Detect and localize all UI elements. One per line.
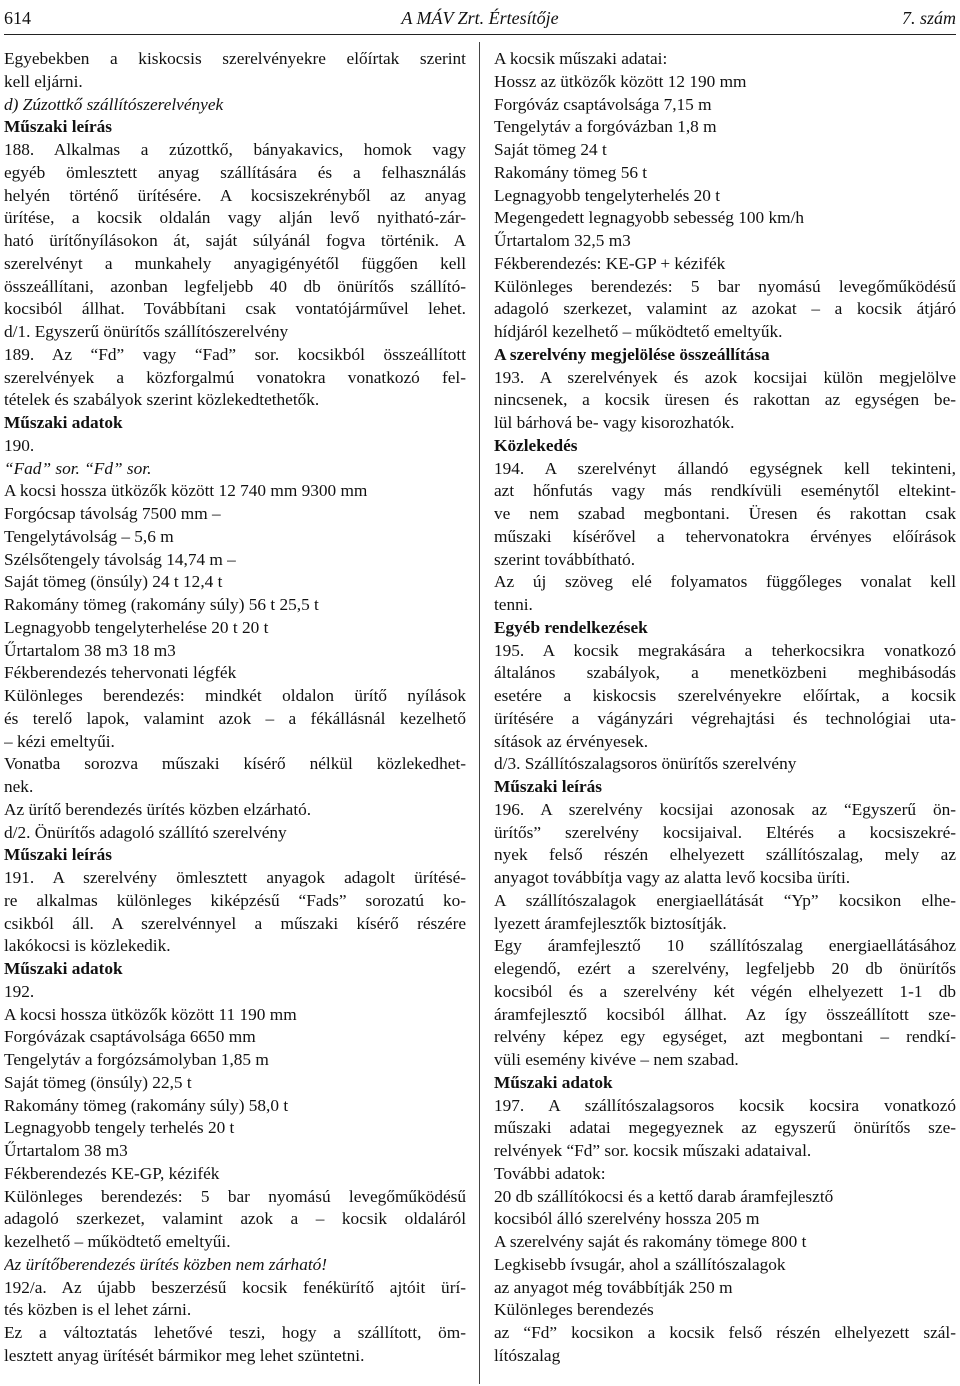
text-line: kell eljárni. xyxy=(4,71,83,91)
text-line: az anyagot még továbbítják 250 m xyxy=(494,1277,733,1297)
text-line: A kocsik műszaki adatai: xyxy=(494,49,668,68)
text-line: A szállítószalagok energiaellátását “Yp” kocsikon elhe- xyxy=(494,890,956,910)
page-number: 614 xyxy=(4,8,31,28)
text-line: kocsiból és a szerelvény két végén elhelyezett 1-1 db xyxy=(494,981,956,1001)
text-line: Forgóváz csaptávolsága 7,15 m xyxy=(494,94,712,114)
text-line: lyezett áramfejlesztők biztosítják. xyxy=(494,913,727,933)
text-line: esetére a kiskocsis szerelvényekre előírtak, a kocsik xyxy=(494,686,956,705)
text-line: Űrtartalom 38 m3 xyxy=(4,1141,128,1160)
section-heading: Műszaki leírás xyxy=(4,117,112,137)
text-line: Rakomány tömeg 56 t xyxy=(494,162,648,182)
section-heading: Műszaki leírás xyxy=(494,777,602,796)
section-heading: Műszaki adatok xyxy=(494,1072,613,1092)
text-line: műszaki adatai megegyeznek az egyszerű önürítős sze- xyxy=(494,1118,956,1138)
text-line: Tengelytáv a forgózsámolyban 1,85 m xyxy=(4,1050,269,1069)
text-line: összeállítani, azonban legfeljebb 40 db önürítős szállító- xyxy=(4,276,466,296)
text-line: Űrtartalom 32,5 m3 xyxy=(494,231,631,250)
text-line: az “Fd” kocsikon a kocsik felső részén elhelyezett szál- xyxy=(494,1323,956,1342)
text-line: vüli esemény kivéve – nem szabad. xyxy=(494,1050,739,1069)
text-line: Legkisebb ívsugár, ahol a szállítószalagok xyxy=(494,1254,786,1274)
text-line: Megengedett legnagyobb sebesség 100 km/h xyxy=(494,208,805,228)
text-line: kezelhető – működtető emeltyűi. xyxy=(4,1232,231,1251)
text-line: Fékberendezés KE-GP, kézifék xyxy=(4,1163,220,1183)
section-heading: A szerelvény megjelölése összeállítása xyxy=(494,344,770,364)
text-line: adagoló szerkezet, valamint azok a – kocsik oldaláról xyxy=(4,1209,466,1229)
text-line: lesztett anyag ürítését bármikor meg lehet szüntetni. xyxy=(4,1345,365,1365)
text-line: relvény képez egy egységet, azt megbontani – rendkí- xyxy=(494,1027,956,1047)
italic-line: Az ürítőberendezés ürítés közben nem zárható! xyxy=(4,1254,328,1274)
italic-line: d) Zúzottkő szállítószerelvények xyxy=(4,94,224,114)
text-line: Vonatba sorozva műszaki kísérő nélkül közlekedhet- xyxy=(4,754,466,774)
text-line: nyek felső részén elhelyezett szállítószalag, mely az xyxy=(494,845,956,865)
text-line: re alkalmas különleges kiképzésű “Fads” sorozatú ko- xyxy=(4,890,466,910)
text-line: Forgócsap távolság 7500 mm – xyxy=(4,504,221,523)
text-line: Hossz az ütközők között 12 190 mm xyxy=(494,71,747,91)
text-line: áramfejlesztő kocsiból állhat. Az így összeállított sze- xyxy=(494,1004,956,1024)
text-line: Saját tömeg 24 t xyxy=(494,140,607,159)
text-line: d/2. Önürítős adagoló szállító szerelvény xyxy=(4,822,287,842)
text-line: Legnagyobb tengelyterhelés 20 t xyxy=(494,185,721,205)
text-line: lül bárhová be- vagy kisorozhatók. xyxy=(494,413,735,432)
italic-line: “Fad” sor. “Fd” sor. xyxy=(4,458,152,478)
page-header xyxy=(4,0,956,36)
text-line: Saját tömeg (önsúly) 22,5 t xyxy=(4,1072,192,1092)
text-line: lítószalag xyxy=(494,1345,561,1365)
text-line: Egyebekben a kiskocsis szerelvényekre előírtak szerint xyxy=(4,49,466,68)
text-line: 20 db szállítókocsi és a kettő darab áramfejlesztő xyxy=(494,1186,834,1206)
section-heading: Egyéb rendelkezések xyxy=(494,617,648,637)
text-line: szerelvények a közforgalmú vonatokra vonatkozó fel- xyxy=(4,367,466,387)
text-line: ürítése, a kocsik oldalán vagy alján levő nyitható-zár- xyxy=(4,208,466,228)
text-line: Forgóvázak csaptávolsága 6650 mm xyxy=(4,1027,256,1047)
right-column xyxy=(494,48,956,1368)
text-line: szerelvényt a munkahely anyagigényétől függően kell xyxy=(4,253,466,273)
text-line: További adatok: xyxy=(494,1163,606,1183)
text-line: anyagot továbbítja vagy az alatta levő kocsiba üríti. xyxy=(494,868,851,887)
text-line: ve nem szabad megbontani. Üresen és rakottan csak xyxy=(494,504,956,523)
text-line: kocsiból állhat. Továbbítani csak vontatójárművel lehet. xyxy=(4,299,466,319)
text-line: Legnagyobb tengelyterhelése 20 t 20 t xyxy=(4,617,269,637)
section-heading: Műszaki adatok xyxy=(4,959,123,978)
text-line: azt hőnfutás vagy más rendkívüli eseménytől eltekint- xyxy=(494,481,956,501)
text-line: d/3. Szállítószalagsoros önürítős szerelvény xyxy=(494,754,797,774)
text-line: 196. A szerelvény kocsijai azonosak az “Egyszerű ön- xyxy=(494,799,956,819)
text-line: ható ürítőnyílásokon át, saját súlyánál fogva történik. A xyxy=(4,231,466,250)
text-line: hídjáról kezelhető – működtető emeltyűk. xyxy=(494,322,783,341)
text-line: Tengelytávolság – 5,6 m xyxy=(4,526,174,546)
text-line: Az ürítő berendezés ürítés közben elzárható. xyxy=(4,799,312,819)
text-line: csikból áll. A szerelvénnyel a műszaki kísérő részére xyxy=(4,913,466,933)
text-line: Különleges berendezés xyxy=(494,1300,654,1320)
text-line: Egy áramfejlesztő 10 szállítószalag energiaellátásához xyxy=(494,936,956,956)
text-line: adagoló szerkezet, valamint az azokat – a kocsik átjáró xyxy=(494,299,956,319)
text-line: nincsenek, a kocsik üresen és rakottan az egységen be- xyxy=(494,390,956,410)
text-line: Rakomány tömeg (rakomány súly) 56 t 25,5 t xyxy=(4,595,319,614)
text-line: 195. A kocsik megrakására a teherkocsikra vonatkozó xyxy=(494,640,956,660)
column-divider xyxy=(479,42,480,1384)
text-line: Szélsőtengely távolság 14,74 m – xyxy=(4,549,236,569)
section-heading: Műszaki leírás xyxy=(4,845,112,865)
text-line: Tengelytáv a forgóvázban 1,8 m xyxy=(494,117,717,137)
text-line: 197. A szállítószalagsoros kocsik kocsira vonatkozó xyxy=(494,1095,956,1115)
text-line: 191. A szerelvény ömlesztett anyagok adagolt ürítésé- xyxy=(4,868,466,887)
text-line: 188. Alkalmas a zúzottkő, bányakavics, homok vagy xyxy=(4,140,466,159)
text-line: – kézi emeltyűi. xyxy=(4,731,115,751)
text-line: Legnagyobb tengely terhelés 20 t xyxy=(4,1118,235,1138)
text-line: A kocsi hossza ütközők között 12 740 mm 9300 mm xyxy=(4,481,368,501)
text-line: 192/a. Az újabb beszerzésű kocsik fenékürítő ajtóit ürí- xyxy=(4,1277,466,1297)
text-line: egyéb ömlesztett anyag szállítására és a felhasználás xyxy=(4,162,466,182)
text-line: nek. xyxy=(4,777,34,796)
text-line: ürítős” szerelvény kocsijaival. Eltérés a kocsiszekré- xyxy=(494,822,956,842)
text-line: lakókocsi is közlekedik. xyxy=(4,936,171,956)
text-line: elegendő, ezért a szerelvény, legfeljebb 20 db önürítős xyxy=(494,959,956,978)
text-line: szerint továbbítható. xyxy=(494,549,636,569)
header-rule xyxy=(4,34,956,35)
text-line: Különleges berendezés: 5 bar nyomású levegőműködésű xyxy=(494,276,956,296)
text-line: Rakomány tömeg (rakomány súly) 58,0 t xyxy=(4,1095,289,1115)
text-line: általános szabályok, a menetközbeni meghibásodás xyxy=(494,663,956,683)
text-line: A szerelvény saját és rakomány tömege 800 t xyxy=(494,1232,807,1251)
text-line: Ez a változtatás lehetővé teszi, hogy a szállított, öm- xyxy=(4,1323,466,1342)
text-line: Fékberendezés tehervonati légfék xyxy=(4,663,237,683)
text-line: sítások az érvényesek. xyxy=(494,731,649,751)
text-line: tételek és szabályok szerint közlekedtethetők. xyxy=(4,390,320,410)
text-line: Különleges berendezés: mindkét oldalon ürítő nyílások xyxy=(4,686,466,705)
text-line: ürítésére a vágányzári végrehajtási és technológiai uta- xyxy=(494,708,956,728)
text-line: tenni. xyxy=(494,595,533,614)
text-line: Űrtartalom 38 m3 18 m3 xyxy=(4,640,176,660)
text-line: 190. xyxy=(4,435,35,455)
text-line: relvények “Fd” sor. kocsik műszaki adataival. xyxy=(494,1141,812,1160)
text-line: 189. Az “Fd” vagy “Fad” sor. kocsikból összeállított xyxy=(4,344,466,364)
text-line: helyén történő ürítésére. A kocsiszekrényből az anyag xyxy=(4,185,466,205)
text-line: Az új szöveg elé folyamatos függőleges vonalat kell xyxy=(494,572,956,592)
text-line: tés közben is el lehet zárni. xyxy=(4,1300,192,1320)
text-line: 192. xyxy=(4,981,35,1001)
issue-number: 7. szám xyxy=(901,8,956,28)
text-line: d/1. Egyszerű önürítős szállítószerelvény xyxy=(4,322,289,341)
text-line: Saját tömeg (önsúly) 24 t 12,4 t xyxy=(4,572,223,592)
text-line: kocsiból álló szerelvény hossza 205 m xyxy=(494,1209,760,1229)
journal-title: A MÁV Zrt. Értesítője xyxy=(401,8,559,28)
text-line: A kocsi hossza ütközők között 11 190 mm xyxy=(4,1004,297,1024)
text-line: Különleges berendezés: 5 bar nyomású levegőműködésű xyxy=(4,1186,466,1206)
text-line: Fékberendezés: KE-GP + kézifék xyxy=(494,253,726,273)
text-line: és terelő lapok, valamint azok – a fékállásnál kezelhető xyxy=(4,708,466,728)
left-column xyxy=(4,48,466,1368)
text-line: 194. A szerelvényt állandó egységnek kell tekinteni, xyxy=(494,458,956,478)
section-heading: Műszaki adatok xyxy=(4,413,123,432)
text-line: 193. A szerelvények és azok kocsijai külön megjelölve xyxy=(494,367,956,387)
text-line: műszaki kísérővel a tehervonatokra érvényes előírások xyxy=(494,526,956,546)
section-heading: Közlekedés xyxy=(494,435,578,455)
